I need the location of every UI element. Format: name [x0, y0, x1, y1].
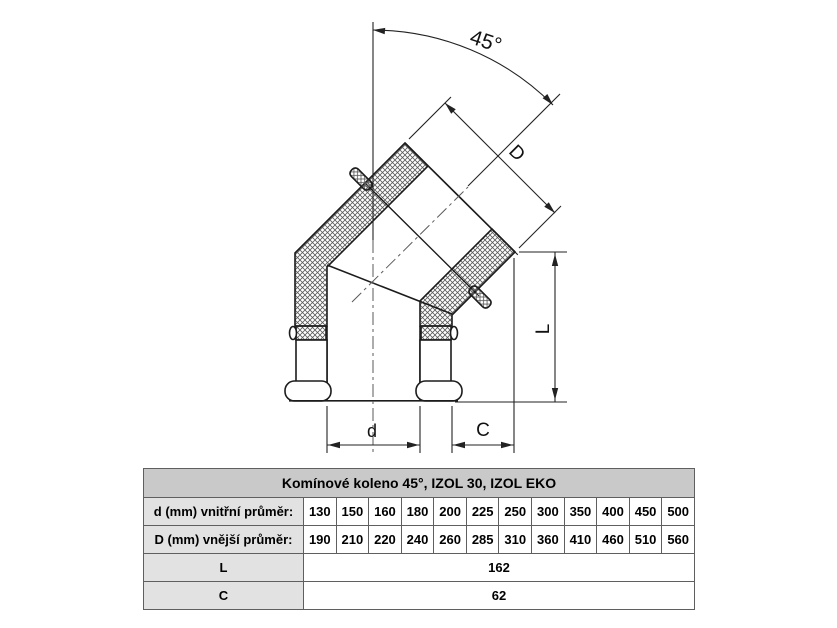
- cell-value: 400: [597, 498, 630, 526]
- angle-arc: [373, 30, 553, 105]
- cell-value: 200: [434, 498, 467, 526]
- cell-value: 190: [304, 526, 337, 554]
- cell-value: 240: [401, 526, 434, 554]
- offset-label: C: [476, 420, 490, 441]
- cell-value: 460: [597, 526, 630, 554]
- length-label: L: [533, 323, 554, 335]
- cell-value: 130: [304, 498, 337, 526]
- cell-value: 225: [466, 498, 499, 526]
- elbow-body: [285, 143, 518, 401]
- row-value: 62: [304, 582, 695, 610]
- cell-value: 260: [434, 526, 467, 554]
- row-label: L: [144, 554, 304, 582]
- row-label: d (mm) vnitřní průměr:: [144, 498, 304, 526]
- table-title-row: [144, 469, 695, 498]
- row-label: C: [144, 582, 304, 610]
- joint-seam-line-2: [369, 187, 479, 296]
- cell-value: 450: [629, 498, 662, 526]
- cell-value: 160: [369, 498, 402, 526]
- cell-value: 220: [369, 526, 402, 554]
- spec-table-body: [144, 469, 695, 610]
- table-row: [144, 554, 695, 582]
- cell-value: 510: [629, 526, 662, 554]
- socket-wall-left: [296, 340, 327, 383]
- cell-value: 310: [499, 526, 532, 554]
- cell-value: 300: [532, 498, 565, 526]
- cell-value: 360: [532, 526, 565, 554]
- table-title: Komínové koleno 45°, IZOL 30, IZOL EKO: [144, 469, 695, 498]
- spec-table: [143, 468, 695, 610]
- cell-value: 285: [466, 526, 499, 554]
- cell-value: 250: [499, 498, 532, 526]
- inner-diameter-label: d: [366, 421, 378, 441]
- dimension-labels: [367, 26, 554, 441]
- table-row: [144, 498, 695, 526]
- row-value: 162: [304, 554, 695, 582]
- insulation-wall-upper-left: [295, 143, 428, 326]
- cell-value: 410: [564, 526, 597, 554]
- outer-diameter-label: D: [504, 141, 529, 166]
- cell-value: 180: [401, 498, 434, 526]
- insulation-wall-lower-right: [420, 229, 515, 326]
- cell-value: 560: [662, 526, 695, 554]
- angle-label: 45°: [467, 25, 505, 58]
- cell-value: 500: [662, 498, 695, 526]
- socket-wall-right: [420, 340, 451, 383]
- table-row: [144, 526, 695, 554]
- bell-ring-left: [285, 381, 331, 401]
- end-face-line-inner: [408, 146, 518, 255]
- d-dim-line: [445, 103, 555, 213]
- cell-value: 150: [336, 498, 369, 526]
- table-row: [144, 582, 695, 610]
- crimp-bump-right: [451, 327, 458, 340]
- row-label: D (mm) vnější průměr:: [144, 526, 304, 554]
- crimp-band-right: [421, 326, 451, 340]
- cell-value: 210: [336, 526, 369, 554]
- bell-ring-right: [416, 381, 462, 401]
- cell-value: 350: [564, 498, 597, 526]
- crimp-bump-left: [290, 327, 297, 340]
- crimp-band-left: [296, 326, 326, 340]
